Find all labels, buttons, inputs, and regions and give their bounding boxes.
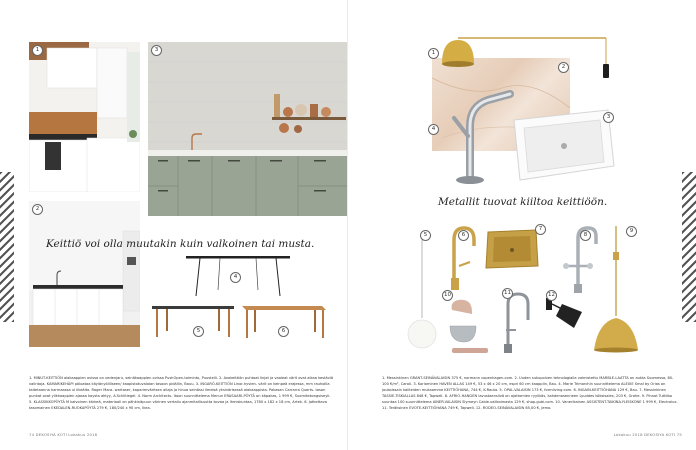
photo-number: 3 — [603, 112, 614, 123]
right-captions: 1. Messinkinen GRANT-SEINÄVALAISIN 375 €, normann copenhagen.com. 2. Uuden sukupolven teknologialla valmistettu MARBLE-LAATTA on aukta Suomessa, 80-100 €/m², Caroli. 3. Koriaminen HAVEN ALLAS 149 €, 53 x 46 x 20 cm, espri 60 cm kaappiin, Bau. 4. Marie Trimarchin suunnittelema ALEXIE Smal by Orias on joukoissain kaiiteiden mukaamme KEITTIÖHANA, 744 €, K-Rauta. 5. OPAL-VALAISIN 173 €, formliving.com. 6. INGAIN-KEITTIÖHANA 129 €, Bau. 7. Messinkinen TASSIE-TISKIALLAS 848 €, Tapwell. 8. AFRIO-HANGEN lavustaensiivä on ajattomien ryylikäs, kahdenasenneen Lyuddes köksisalex, 203 €, Grohe. 9. Pinnot Tuttilbo suuntaa 100 suunnittelema AINER-VALAISIN Slymeyn Cable-valikoimasta 129 €, shop.gubi.com. 10. Vanerikainen ASSISTENT-TAIKINA-YLEISKONE 1 999 €, Electrolux. 11. Teräksinen EVOTE-KEITTIÖHANA 749 €, Tapwell. 12. RODEO-SEINÄVALAISIN 65,00 €, Jemo. — [382, 376, 678, 410]
spring-faucet-icon — [498, 290, 532, 354]
right-page-footer: Lokakuu 2018 DEKOSIYA KOTI 75 — [613, 432, 682, 437]
photo-number: 8 — [580, 230, 591, 241]
photo-white-kitchen — [29, 42, 140, 192]
photo-number: 12 — [546, 290, 557, 301]
photo-number: 2 — [32, 204, 43, 215]
white-kitchen-illustration — [29, 42, 140, 192]
right-stripe-decoration — [682, 172, 696, 322]
photo-number: 11 — [502, 288, 513, 299]
brass-sink-icon — [484, 228, 540, 270]
right-page — [348, 0, 696, 450]
photo-sage-kitchen — [148, 42, 347, 216]
photo-number: 4 — [230, 272, 241, 283]
photo-number: 6 — [278, 326, 289, 337]
photo-number: 3 — [151, 45, 162, 56]
sink-icon — [506, 106, 616, 190]
left-captions: 1. MINUT-KEITTIÖN alakaappien ovissa on vedenjaru, seinäkaappien ovissa PushOpen-toiminto, Puustelli. 2. Avokeittiön puhtaat linjat ja vaaleat värit ovat aikaa kestäviä valintoja. KAMARIKEHÄPI pöloataa käyiänyöilllseen/ kaapistotuvalalan tasoon pidällin, Bauu. 3. INGARÖ-KEITTIÖN Linor-hyvien- värit on keinpeä erajessa, mm rauhoilla taitetaanna harmaassa ul ilkeälta. Rager Mara- wartaser, kaparimväritsen allaja ja hinua seinässi ilmeisä yksivärisessä alakaappista. Pakasan Carrarra Quarts- tason punkat ovat ylikkaappien ajassa kaysta aktyy, A.Schlitiegel. 4. Norm Architects- itoon suunnittelema Menun ERASAARI-PÖYTÄ on käpakas, 1 999 €, Suomitekongsiseyli. 5. KLASSIKKOPÖYTÄ M kalvoinen kärkeä, materiaali on pähkinäpuun värinen vertailu ajanmitallisuutta kovaa ja Ihmiskuntaa, 1780 x 182 x 18 cm, Artek. 6. Jatkettava tasomainen EKEDALEN-RUOKAPÖYTÄ 279 €, 180/240 x 90 cm, Ikea. — [29, 376, 334, 410]
sage-kitchen-illustration — [148, 42, 347, 216]
pendant-lamp-icon — [404, 234, 440, 354]
photo-number: 5 — [193, 326, 204, 337]
bell-pendant-icon — [588, 226, 644, 356]
photo-minimal-kitchen — [29, 201, 140, 347]
wall-lamp-icon — [434, 24, 614, 84]
photo-number: 10 — [442, 290, 453, 301]
minimal-kitchen-illustration — [29, 201, 140, 347]
left-stripe-decoration — [0, 172, 14, 322]
left-headline: Keittiö voi olla muutakin kuin valkoinen tai musta. — [46, 238, 315, 250]
photo-number: 2 — [558, 62, 569, 73]
photo-number: 1 — [32, 45, 43, 56]
photo-number: 7 — [535, 224, 546, 235]
left-page-footer: 74 DEKOSIYA KOTI Lokakuu 2018 — [29, 432, 98, 437]
photo-number: 5 — [420, 230, 431, 241]
table-illustrations — [150, 250, 330, 342]
right-headline: Metallit tuovat kiiltoa keittiöön. — [438, 196, 608, 208]
mixer-icon — [446, 292, 490, 354]
photo-number: 4 — [428, 124, 439, 135]
photo-number: 6 — [458, 230, 469, 241]
photo-number: 1 — [428, 48, 439, 59]
photo-number: 9 — [626, 226, 637, 237]
